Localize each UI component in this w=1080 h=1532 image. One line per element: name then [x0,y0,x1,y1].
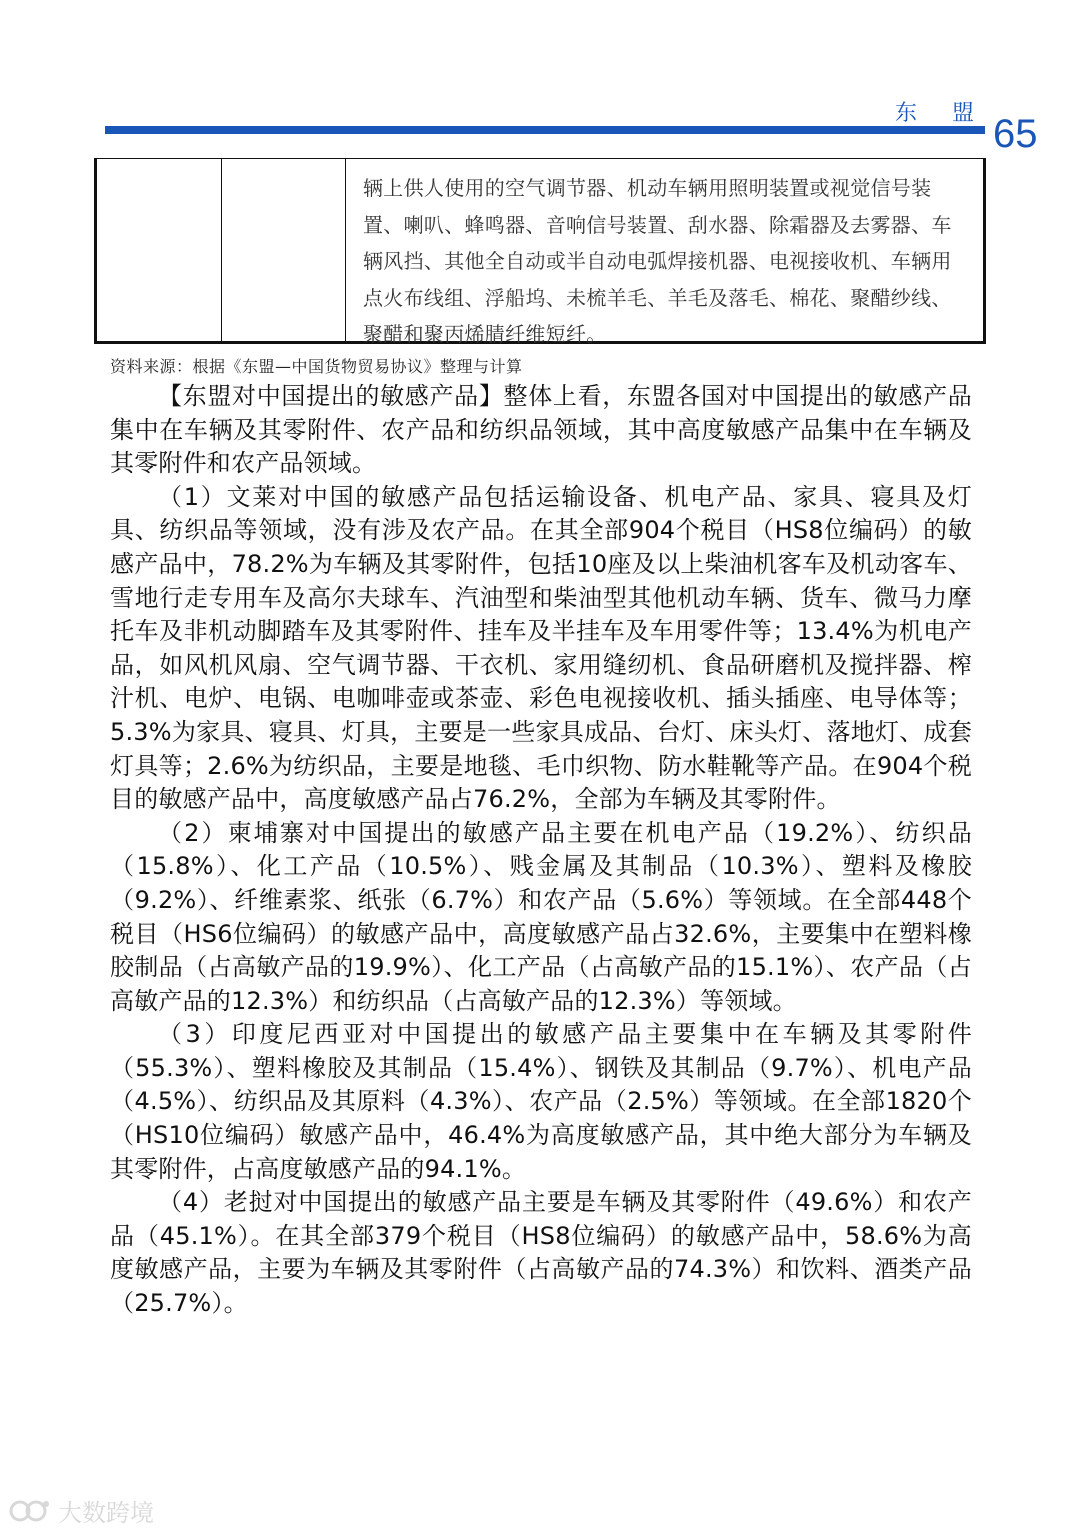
table-cell-empty-2 [222,159,346,341]
table-cell-empty-1 [97,159,222,341]
paragraph-cambodia: （2）柬埔寨对中国提出的敏感产品主要在机电产品（19.2%）、纺织品（15.8%）、化工产品（10.5%）、贱金属及其制品（10.3%）、塑料及橡胶（9.2%）、纤维素浆、纸张（6.7%）和农产品（5.6%）等领域。在全部448个税目（HS6位编码）的敏感产品中，高度敏感产品占32.6%，主要集中在塑料橡胶制品（占高敏产品的19.9%）、化工产品（占高敏产品的15.1%）、农产品（占高敏产品的12.3%）和纺织品（占高敏产品的12.3%）等领域。 [110,818,972,1015]
page-number: 65 [993,112,1038,156]
paragraph-overview: 【东盟对中国提出的敏感产品】整体上看，东盟各国对中国提出的敏感产品集中在车辆及其零附件、农产品和纺织品领域，其中高度敏感产品集中在车辆及其零附件和农产品领域。 [110,382,972,478]
continued-table [94,158,986,344]
body-text [110,380,972,1321]
watermark [8,1493,154,1528]
source-note: 资料来源：根据《东盟—中国货物贸易协议》整理与计算 [110,357,523,376]
paragraph-brunei: （1）文莱对中国的敏感产品包括运输设备、机电产品、家具、寝具及灯具、纺织品等领域，没有涉及农产品。在其全部904个税目（HS8位编码）的敏感产品中，78.2%为车辆及其零附件，包括10座及以上柴油机客车及机动客车、雪地行走专用车及高尔夫球车、汽油型和柴油型其他机动车辆、货车、微马力摩托车及非机动脚踏车及其零附件、挂车及半挂车及车用零件等；13.4%为机电产品，如风机风扇、空气调节器、干衣机、家用缝纫机、食品研磨机及搅拌器、榨汁机、电炉、电锅、电咖啡壶或茶壶、彩色电视接收机、插头插座、电导体等；5.3%为家具、寝具、灯具，主要是一些家具成品、台灯、床头灯、落地灯、成套灯具等；2.6%为纺织品，主要是地毯、毛巾织物、防水鞋靴等产品。在904个税目的敏感产品中，高度敏感产品占76.2%，全部为车辆及其零附件。 [110,482,972,814]
table-cell-products: 辆上供人使用的空气调节器、机动车辆用照明装置或视觉信号装置、喇叭、蜂鸣器、音响信号装置、刮水器、除霜器及去雾器、车辆风挡、其他全自动或半自动电弧焊接机器、电视接收机、车辆用点火布线组、浮船坞、未梳羊毛、羊毛及落毛、棉花、聚醋纱线、聚醋和聚丙烯腈纤维短纤。 [363,176,952,346]
paragraph-laos: （4）老挝对中国提出的敏感产品主要是车辆及其零附件（49.6%）和农产品（45.1%）。在其全部379个税目（HS8位编码）的敏感产品中，58.6%为高度敏感产品，主要为车辆及其零附件（占高敏产品的74.3%）和饮料、酒类产品（25.7%）。 [110,1188,972,1318]
watermark-text: 大数跨境 [58,1499,154,1527]
header-rule [105,126,985,134]
paragraph-indonesia: （3）印度尼西亚对中国提出的敏感产品主要集中在车辆及其零附件（55.3%）、塑料橡胶及其制品（15.4%）、钢铁及其制品（9.7%）、机电产品（4.5%）、纺织品及其原料（4.3%）、农产品（2.5%）等领域。在全部1820个（HS10位编码）敏感产品中，46.4%为高度敏感产品，其中绝大部分为车辆及其零附件，占高度敏感产品的94.1%。 [110,1020,972,1183]
section-title: 东 盟 [895,101,988,126]
watermark-logo-icon [8,1496,52,1526]
